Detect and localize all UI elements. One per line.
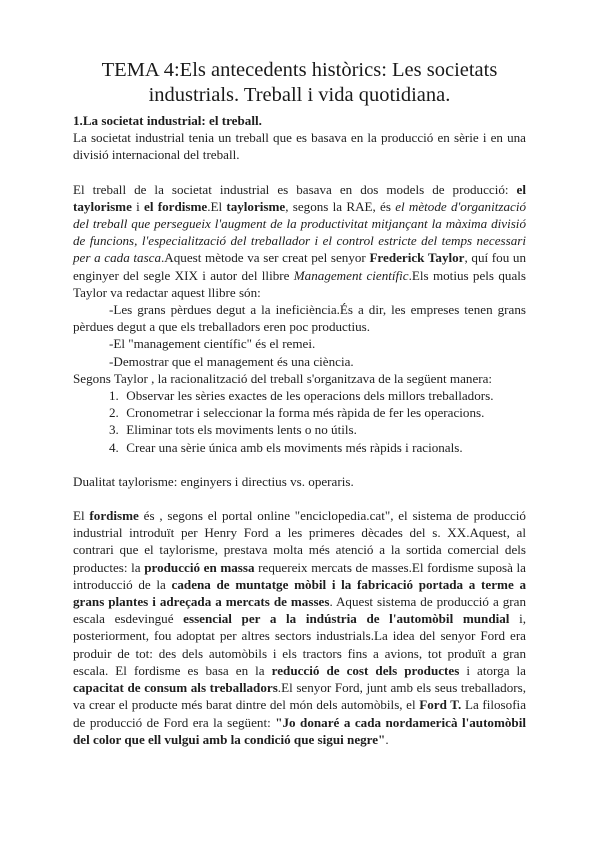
rationalization-intro: Segons Taylor , la racionalització del treball s'organitzava de la següent manera:	[73, 370, 493, 386]
motiu-item: -Les grans pèrdues degut a la ineficiència.És a dir, les empreses tenen grans pèrdues degut a que els treballadors eren poc productius.	[73, 302, 526, 335]
motiu-item: -Demostrar que el management és una ciència.	[109, 353, 354, 369]
step-item: 2. Cronometrar i seleccionar la forma més ràpida de fer les operacions.	[109, 405, 485, 421]
fordism-paragraph: El fordisme és , segons el portal online "enciclopedia.cat", el sistema de producció industrial introduït per Henry Ford a les primeres dècades del s. XX.Aquest, al contrari que el taylorisme, prestava molta més atenció a la sortida comercial dels productes: la producció en massa requereix mercats de masses.El fordisme suposà la introducció de la cadena de muntatge mòbil i la fabricació portada a terme a grans plantes i adreçada a mercats de masses. Aquest sistema de producció a gran escala esdevingué essencial per a la indústria de l'automòbil mundial i, posteriorment, fou adoptat per altres sectors industrials.La idea del senyor Ford era produir de tot: des dels automòbils i els tractors fins a avions, tot produït a gran escala. El fordisme es basa en la reducció de cost dels productes i atorga la capacitat de consum als treballadors.El senyor Ford, junt amb els seus treballadors, va crear el producte més barat dintre del món dels automòbils, el Ford T. La filosofia de producció de Ford era la següent: "Jo donaré a cada nordamericà l'automòbil del color que ell vulgui amb la condició que sigui negre".	[73, 508, 527, 747]
section-heading: 1.La societat industrial: el treball.	[73, 113, 262, 128]
step-item: 3. Eliminar tots els moviments lents o no útils.	[109, 422, 357, 438]
spacer	[73, 490, 526, 507]
intro-paragraph: La societat industrial tenia un treball que es basava en la producció en sèrie i en una divisió internacional del treball.	[73, 130, 526, 163]
taylorism-paragraph: El treball de la societat industrial es basava en dos models de producció: el taylorisme i el fordisme.El taylorisme, segons la RAE, és el mètode d'organització del treball que persegueix l'augment de la productivitat mitjançant la màxima divisió de funcions, l'especialització del treballador i el control estricte del temps necessari per a cada tasca.Aquest mètode va ser creat pel senyor Frederick Taylor, quí fou un enginyer del segle XIX i autor del llibre Management científic.Els motius pels quals Taylor va redactar aquest llibre són:	[73, 181, 527, 300]
spacer	[73, 456, 526, 473]
rationalization-steps	[73, 387, 526, 456]
step-item: 1. Observar les sèries exactes de les operacions dels millors treballadors.	[109, 388, 494, 404]
motiu-item: -El "management científic" és el remei.	[109, 336, 316, 352]
duality-note: Dualitat taylorisme: enginyers i directius vs. operaris.	[73, 473, 354, 489]
spacer	[73, 164, 526, 181]
page-title: TEMA 4:Els antecedents històrics: Les societats industrials. Treball i vida quotidiana.	[101, 59, 498, 106]
step-item: 4. Crear una sèrie única amb els moviments més ràpids i racionals.	[109, 439, 463, 455]
